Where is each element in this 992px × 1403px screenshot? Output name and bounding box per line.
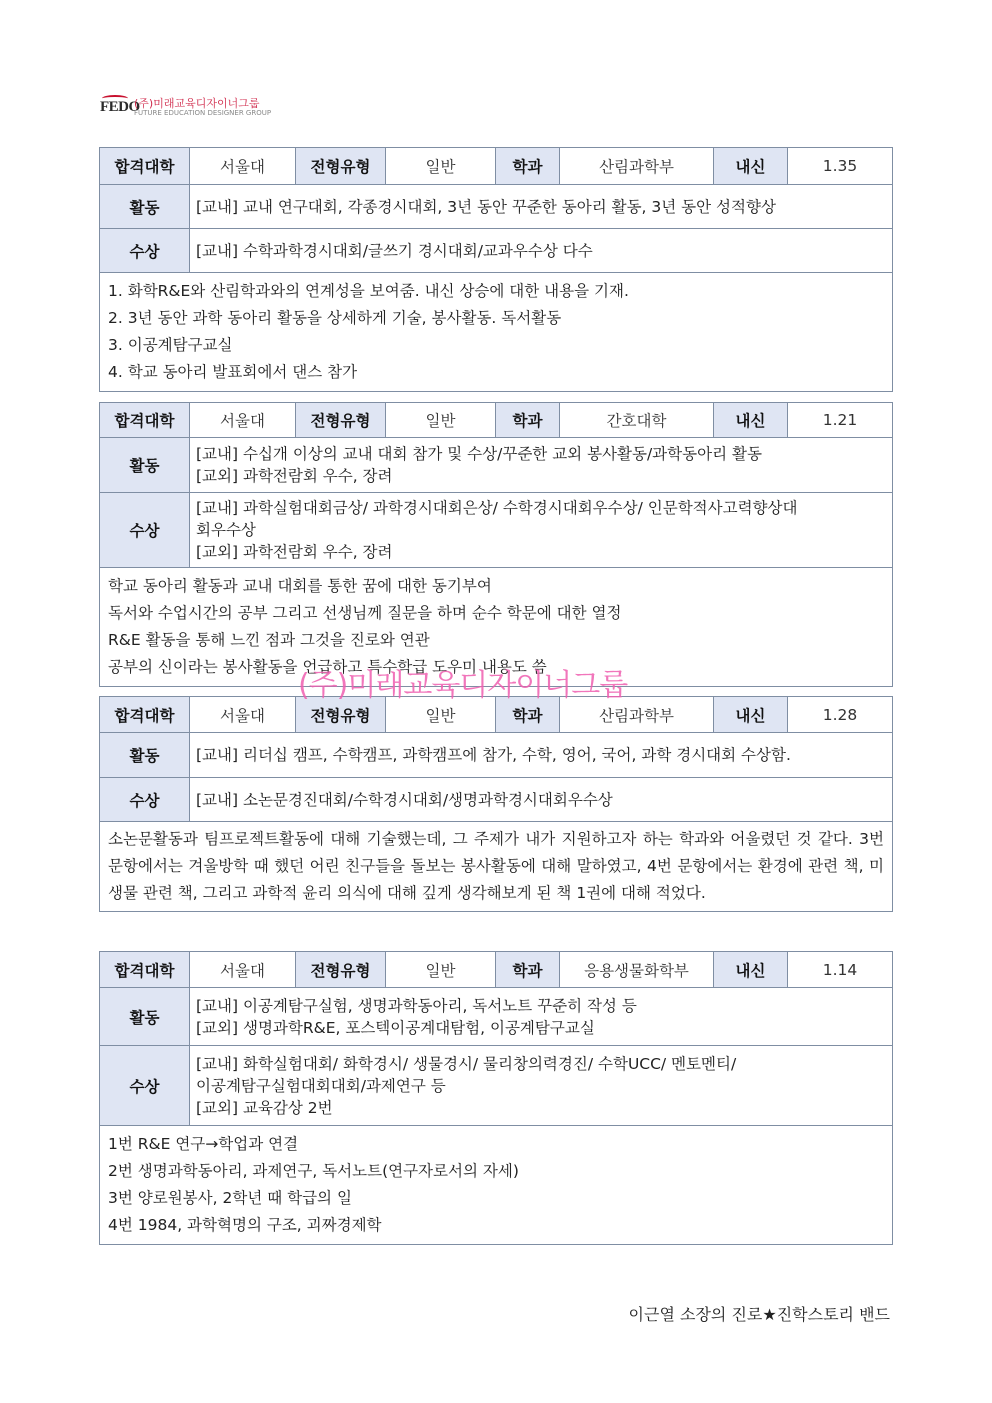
label-awards: 수상 [100,778,190,821]
awards-line: [교내] 화학실험대회/ 화학경시/ 생물경시/ 물리창의력경진/ 수학UCC/ 멘토멘티/ [196,1054,737,1073]
activities-text [190,733,892,777]
value-admission-type: 일반 [386,148,496,184]
awards-row [100,1046,892,1126]
label-awards: 수상 [100,229,190,272]
note-line: R&E 활동을 통해 느낀 점과 그것을 진로와 연관 [108,631,430,649]
label-admission-type: 전형유형 [296,403,386,437]
note-line: 4번 1984, 과학혁명의 구조, 괴짜경제학 [108,1216,382,1234]
logo-company-name: (주)미래교육디자이너그룹 [134,97,260,110]
label-awards: 수상 [100,1046,190,1125]
label-admission-type: 전형유형 [296,697,386,732]
label-department: 학과 [496,952,560,987]
note-line: 3번 양로원봉사, 2학년 때 학급의 일 [108,1189,352,1207]
note-line: 2번 생명과학동아리, 과제연구, 독서노트(연구자로서의 자세) [108,1162,519,1180]
admission-entry-2 [99,402,893,687]
value-grade: 1.35 [788,148,892,184]
label-grade: 내신 [714,952,788,987]
activities-line: [교내] 교내 연구대회, 각종경시대회, 3년 동안 꾸준한 동아리 활동, 3년 동안 성적향상 [196,197,776,216]
label-activities: 활동 [100,733,190,777]
value-admission-type: 일반 [386,952,496,987]
note-line: 독서와 수업시간의 공부 그리고 선생님께 질문을 하며 순수 학문에 대한 열정 [108,604,622,622]
awards-text [190,778,892,821]
activities-row [100,185,892,229]
label-awards: 수상 [100,493,190,567]
note-line: 학교 동아리 활동과 교내 대회를 통한 꿈에 대한 동기부여 [108,577,492,595]
note-line: 4. 학교 동아리 발표회에서 댄스 참가 [108,363,358,381]
activities-line: [교내] 수십개 이상의 교내 대회 참가 및 수상/꾸준한 교외 봉사활동/과학동아리 활동 [196,445,762,463]
label-department: 학과 [496,697,560,732]
entry-header-row [100,952,892,988]
label-university: 합격대학 [100,697,190,732]
label-grade: 내신 [714,403,788,437]
label-activities: 활동 [100,438,190,492]
label-grade: 내신 [714,697,788,732]
value-admission-type: 일반 [386,697,496,732]
awards-line: [교내] 소논문경진대회/수학경시대회/생명과학경시대회우수상 [196,790,613,809]
company-logo [100,95,280,123]
note-line: 1. 화학R&E와 산림학과와의 연계성을 보여줌. 내신 상승에 대한 내용을 기재. [108,282,629,300]
label-university: 합격대학 [100,952,190,987]
awards-line: [교내] 과학실험대회금상/ 과학경시대회은상/ 수학경시대회우수상/ 인문학적사고력향상대 [196,499,798,517]
value-grade: 1.21 [788,403,892,437]
activities-text [190,438,892,492]
footer-credit: 이근열 소장의 진로★진학스토리 밴드 [628,1305,890,1324]
watermark-text: (주)미래교육디자이너그룹 [298,668,628,703]
logo-brand: FEDO [100,99,140,115]
value-department: 산림과학부 [560,697,714,732]
value-admission-type: 일반 [386,403,496,437]
label-admission-type: 전형유형 [296,148,386,184]
activities-row [100,988,892,1046]
value-department: 응용생물화학부 [560,952,714,987]
label-university: 합격대학 [100,148,190,184]
entry-header-row [100,403,892,438]
awards-line: [교외] 교육감상 2번 [196,1098,333,1117]
activities-row [100,733,892,778]
value-university: 서울대 [190,697,296,732]
note-line: 공부의 신이라는 봉사활동을 언급하고 특수학급 도우미 내용도 씀 [108,658,547,676]
notes-section [100,273,892,391]
label-grade: 내신 [714,148,788,184]
awards-text [190,229,892,272]
awards-line: 회우수상 [196,521,256,539]
note-line: 3. 이공계탐구교실 [108,336,233,354]
activities-text [190,988,892,1045]
label-department: 학과 [496,403,560,437]
awards-row [100,778,892,822]
label-activities: 활동 [100,988,190,1045]
awards-line: 이공계탐구실험대회대회/과제연구 등 [196,1076,446,1095]
awards-text [190,493,892,567]
awards-row [100,229,892,273]
value-grade: 1.28 [788,697,892,732]
value-university: 서울대 [190,403,296,437]
admission-entry-1 [99,147,893,392]
admission-entry-3 [99,696,893,912]
label-admission-type: 전형유형 [296,952,386,987]
notes-paragraph: 소논문활동과 팀프로젝트활동에 대해 기술했는데, 그 주제가 내가 지원하고자 하는 학과와 어울렸던 것 같다. 3번 문항에서는 겨울방학 때 했던 어린 친구들을 돌보는 봉사활동에 대해 말하였고, 4번 문항에서는 환경에 관련 책, 미생물 관련 책, 그리고 과학적 윤리 의식에 대해 깊게 생각해보게 된 책 1권에 대해 적었다. [108,830,884,902]
awards-line: [교외] 과학전람회 우수, 장려 [196,543,393,561]
awards-row [100,493,892,568]
entry-header-row [100,148,892,185]
logo-tagline: FUTURE EDUCATION DESIGNER GROUP [134,109,272,117]
awards-text [190,1046,892,1125]
notes-section [100,1126,892,1244]
value-department: 간호대학 [560,403,714,437]
activities-line: [교외] 생명과학R&E, 포스텍이공계대탐험, 이공계탐구교실 [196,1018,595,1037]
activities-row [100,438,892,493]
activities-line: [교내] 이공계탐구실험, 생명과학동아리, 독서노트 꾸준히 작성 등 [196,996,637,1015]
activities-text [190,185,892,228]
value-university: 서울대 [190,952,296,987]
label-university: 합격대학 [100,403,190,437]
value-grade: 1.14 [788,952,892,987]
admission-entry-4 [99,951,893,1245]
activities-line: [교외] 과학전람회 우수, 장려 [196,467,393,485]
value-university: 서울대 [190,148,296,184]
note-line: 1번 R&E 연구→학업과 연결 [108,1135,299,1153]
awards-line: [교내] 수학과학경시대회/글쓰기 경시대회/교과우수상 다수 [196,241,593,260]
label-activities: 활동 [100,185,190,228]
note-line: 2. 3년 동안 과학 동아리 활동을 상세하게 기술, 봉사활동. 독서활동 [108,309,562,327]
value-department: 산림과학부 [560,148,714,184]
activities-line: [교내] 리더십 캠프, 수학캠프, 과학캠프에 참가, 수학, 영어, 국어, 과학 경시대회 수상함. [196,746,791,764]
label-department: 학과 [496,148,560,184]
